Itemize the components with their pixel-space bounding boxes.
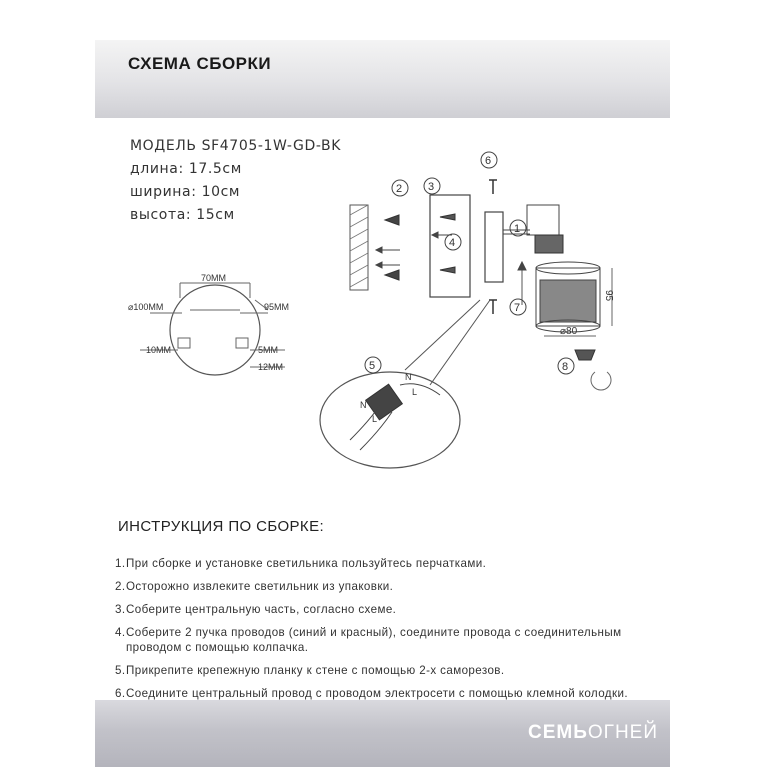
wall-plug-icon: [385, 270, 399, 280]
instruction-step: [115, 625, 675, 655]
spec-width: ширина: 10см: [130, 184, 241, 200]
screw-icon: [440, 267, 455, 273]
brand-bold: СЕМЬ: [528, 722, 588, 743]
brand-light: ОГНЕЙ: [587, 722, 659, 743]
base-slot-right: [236, 338, 248, 348]
step-text: Прикрепите крепежную планку к стене с помощью 2-х саморезов.: [126, 664, 505, 677]
wall-plug-icon: [385, 215, 399, 225]
base-plate-circle: [170, 285, 260, 375]
holder-cap: [527, 205, 559, 235]
step-number: 5.: [115, 664, 126, 677]
wire-label: L: [412, 387, 418, 397]
base-diameter-dim: ⌀100ММ: [128, 302, 164, 312]
instruction-step: [115, 663, 675, 678]
base-right-small-dim-2: 12ММ: [258, 362, 284, 372]
step-number: 1.: [115, 557, 126, 570]
screw-icon: [489, 180, 497, 194]
svg-text:4: 4: [449, 237, 456, 249]
step-text: При сборке и установке светильника пользуйтесь перчатками.: [126, 557, 487, 570]
wire-label: N: [360, 400, 367, 410]
instruction-step: [115, 556, 675, 571]
wire-label: N: [405, 372, 412, 382]
svg-text:1: 1: [514, 223, 521, 235]
step-number: 3.: [115, 603, 126, 616]
step-number: 4.: [115, 626, 126, 639]
svg-text:8: 8: [562, 361, 569, 373]
svg-text:6: 6: [485, 155, 492, 167]
step-number: 2.: [115, 580, 126, 593]
step-text: Соедините центральный провод с проводом электросети с помощью клемной колодки.: [126, 687, 628, 700]
instruction-step: [115, 579, 675, 594]
step-text: Соберите 2 пучка проводов (синий и красный), соедините провода с соединительным проводом с помощью колпачка.: [126, 626, 622, 654]
step-text: Осторожно извлеките светильник из упаковки.: [126, 580, 394, 593]
wire-label: L: [372, 414, 378, 424]
svg-text:3: 3: [428, 181, 435, 193]
svg-text:7: 7: [514, 302, 521, 314]
bulb-icon: [575, 350, 595, 360]
exploded-view: [320, 152, 614, 468]
step-number: 6.: [115, 687, 126, 700]
base-top-dim: 70ММ: [201, 273, 227, 283]
screw-icon: [489, 300, 497, 314]
base-slot-left: [178, 338, 190, 348]
svg-text:2: 2: [396, 183, 403, 195]
shade-diameter-dim: ⌀80: [560, 326, 578, 337]
wall-section: [350, 205, 368, 290]
screw-icon: [440, 214, 455, 220]
spec-length: длина: 17.5см: [130, 161, 242, 177]
instruction-step: [115, 602, 675, 617]
base-dimension-diagram: [128, 273, 289, 375]
brand-logo: [528, 722, 658, 744]
base-right-dim: 95ММ: [264, 302, 290, 312]
page-title: СХЕМА СБОРКИ: [128, 54, 272, 73]
lamp-shade: [540, 280, 596, 322]
svg-text:5: 5: [369, 360, 376, 372]
step-text: Соберите центральную часть, согласно схеме.: [126, 603, 397, 616]
spec-height: высота: 15см: [130, 207, 235, 223]
model-name: МОДЕЛЬ SF4705-1W-GD-BK: [130, 138, 341, 154]
instruction-step: [115, 686, 675, 701]
base-right-small-dim-1: 5ММ: [258, 345, 278, 355]
holder-knurl: [535, 235, 563, 253]
base-left-small-dim: 10ММ: [146, 345, 172, 355]
shade-height-dim: 95: [603, 290, 614, 302]
instructions-title: ИНСТРУКЦИЯ ПО СБОРКЕ:: [118, 518, 325, 535]
instructions-list: [115, 556, 675, 709]
lamp-body: [485, 212, 503, 282]
